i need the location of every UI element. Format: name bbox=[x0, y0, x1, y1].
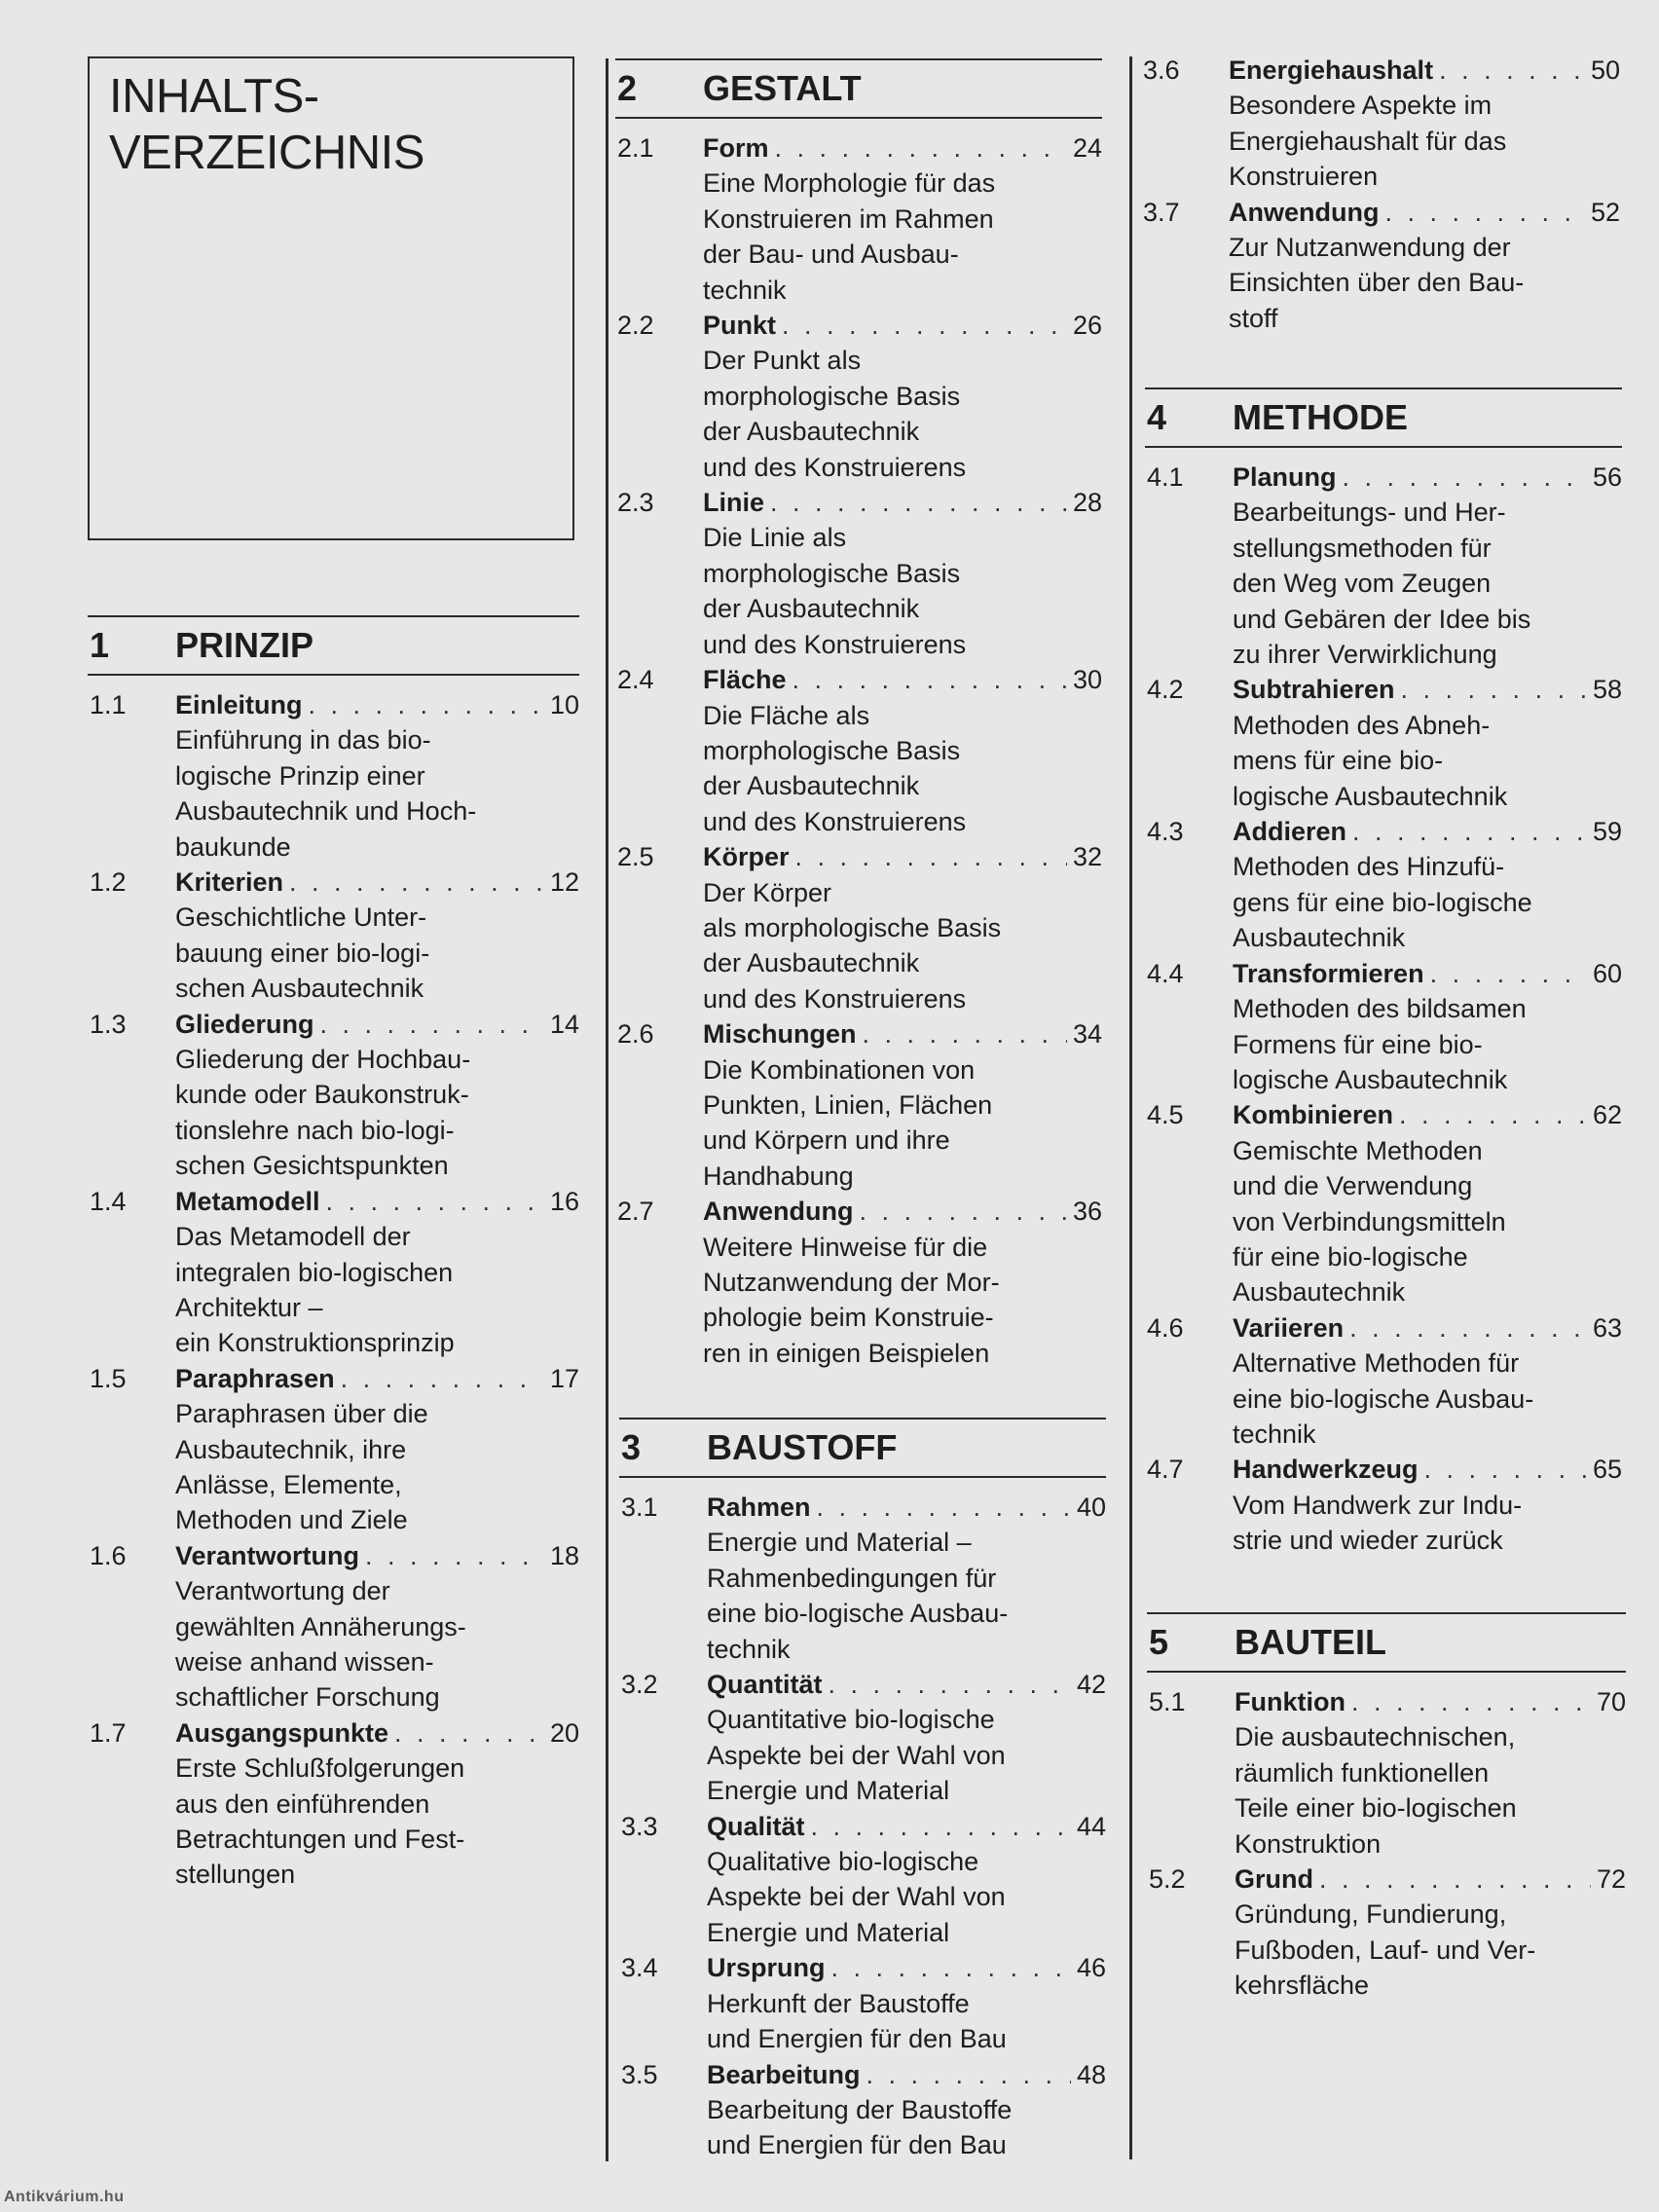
toc-entry bbox=[619, 1667, 1106, 1809]
entry-title-line bbox=[1233, 672, 1622, 707]
entry-title: Planung bbox=[1233, 462, 1337, 492]
page-number: 48 bbox=[1076, 2059, 1106, 2089]
entry-number: 2.5 bbox=[617, 842, 654, 872]
page-number: 30 bbox=[1072, 665, 1102, 695]
entry-title-line bbox=[703, 1194, 1102, 1229]
toc-entry bbox=[615, 308, 1102, 485]
entry-body bbox=[707, 1667, 1106, 1809]
dot-leader bbox=[866, 2057, 1071, 2092]
entry-title-line bbox=[703, 485, 1102, 520]
section-3-continued bbox=[1141, 53, 1620, 336]
entry-body bbox=[707, 1490, 1106, 1667]
section-number: 5 bbox=[1149, 1622, 1169, 1662]
entry-title-line bbox=[1233, 1097, 1622, 1132]
toc-entry bbox=[619, 1490, 1106, 1667]
toc-entry bbox=[619, 2057, 1106, 2163]
dot-leader bbox=[859, 1194, 1066, 1229]
entry-title: Kombinieren bbox=[1233, 1100, 1394, 1130]
entry-title: Körper bbox=[703, 842, 790, 872]
page-number: 34 bbox=[1072, 1019, 1102, 1050]
entry-title-line bbox=[703, 1016, 1102, 1051]
entry-title: Subtrahieren bbox=[1233, 675, 1395, 705]
toc-entry bbox=[1145, 1452, 1622, 1558]
dot-leader bbox=[831, 1950, 1071, 1985]
toc-entry bbox=[1145, 956, 1622, 1098]
entry-title-line bbox=[1235, 1862, 1626, 1897]
entry-title: Fläche bbox=[703, 665, 787, 695]
entry-title-line bbox=[1233, 956, 1622, 991]
page-number: 44 bbox=[1076, 1811, 1106, 1841]
entry-description: Quantitative bio-logische Aspekte bei der Wahl von Energie und Material bbox=[707, 1705, 1006, 1806]
page-number: 14 bbox=[549, 1009, 579, 1039]
page-number: 50 bbox=[1590, 55, 1620, 85]
entry-body bbox=[175, 1184, 579, 1361]
entry-description: Qualitative bio-logische Aspekte bei der Wahl von Energie und Material bbox=[707, 1847, 1006, 1947]
entry-title: Ausgangspunkte bbox=[175, 1717, 389, 1748]
page-number: 26 bbox=[1072, 311, 1102, 341]
section-4-methode bbox=[1145, 387, 1622, 1559]
entry-number: 1.4 bbox=[90, 1186, 127, 1216]
entry-title: Ursprung bbox=[707, 1953, 826, 1983]
entry-title-line bbox=[703, 308, 1102, 343]
page-number: 20 bbox=[549, 1717, 579, 1748]
entry-title-line bbox=[1229, 53, 1620, 88]
dot-leader bbox=[1430, 956, 1587, 991]
toc-entry bbox=[615, 130, 1102, 308]
watermark: Antikvárium.hu bbox=[4, 2189, 125, 2205]
page-number: 42 bbox=[1076, 1670, 1106, 1700]
entry-description: Gemischte Methoden und die Verwendung von Verbindungsmitteln für eine bio-logische Ausbautechnik bbox=[1233, 1135, 1506, 1308]
entry-title-line bbox=[175, 687, 579, 722]
entry-title: Bearbeitung bbox=[707, 2059, 861, 2089]
entry-description: Das Metamodell der integralen bio-logischen Architektur – ein Konstruktionsprinzip bbox=[175, 1222, 455, 1358]
section-heading bbox=[88, 615, 579, 676]
entry-title-line bbox=[1233, 1452, 1622, 1487]
entry-number: 4.1 bbox=[1147, 462, 1184, 492]
entry-body bbox=[703, 662, 1102, 839]
entry-description: Methoden des Abneh- mens für eine bio- logische Ausbautechnik bbox=[1233, 710, 1508, 811]
page-number: 36 bbox=[1072, 1197, 1102, 1227]
dot-leader bbox=[365, 1538, 544, 1573]
entry-title: Paraphrasen bbox=[175, 1363, 335, 1393]
entry-title: Handwerkzeug bbox=[1233, 1455, 1419, 1485]
page-number: 65 bbox=[1592, 1455, 1622, 1485]
entry-body bbox=[703, 485, 1102, 662]
toc-entry bbox=[88, 1361, 579, 1538]
entry-number: 2.4 bbox=[617, 665, 654, 695]
toc-entry bbox=[1145, 460, 1622, 672]
entry-body bbox=[175, 1361, 579, 1538]
entry-description: Besondere Aspekte im Energiehaushalt für das Konstruieren bbox=[1229, 91, 1507, 192]
entry-number: 2.7 bbox=[617, 1197, 654, 1227]
page-number: 63 bbox=[1592, 1312, 1622, 1343]
section-heading bbox=[619, 1418, 1106, 1478]
page-number: 46 bbox=[1076, 1953, 1106, 1983]
section-title: PRINZIP bbox=[175, 625, 314, 665]
entry-description: Bearbeitungs- und Her- stellungsmethoden für den Weg vom Zeugen und Gebären der Idee bis zu ihrer Verwirklichung bbox=[1233, 498, 1531, 670]
entry-body bbox=[1235, 1684, 1626, 1862]
entry-number: 2.1 bbox=[617, 133, 654, 163]
entry-description: Methoden des Hinzufü- gens für eine bio-logische Ausbautechnik bbox=[1233, 852, 1532, 953]
entry-number: 4.5 bbox=[1147, 1100, 1184, 1130]
toc-entry bbox=[88, 865, 579, 1007]
column-divider-right bbox=[1129, 56, 1132, 2159]
page-title: INHALTS- VERZEICHNIS bbox=[109, 70, 424, 179]
entry-title-line bbox=[175, 1715, 579, 1751]
entry-description: Alternative Methoden für eine bio-logische Ausbau- technik bbox=[1233, 1348, 1534, 1449]
section-title: GESTALT bbox=[703, 68, 862, 108]
entry-body bbox=[1229, 195, 1620, 337]
entry-body bbox=[707, 2057, 1106, 2163]
entry-body bbox=[175, 687, 579, 865]
entry-description: Einführung in das bio- logische Prinzip einer Ausbautechnik und Hoch- baukunde bbox=[175, 725, 477, 862]
entry-body bbox=[175, 865, 579, 1007]
dot-leader bbox=[863, 1016, 1067, 1051]
dot-leader bbox=[320, 1007, 544, 1042]
page-number: 28 bbox=[1072, 488, 1102, 518]
entry-title: Qualität bbox=[707, 1811, 805, 1841]
entry-title-line bbox=[1233, 460, 1622, 495]
toc-entry bbox=[615, 1016, 1102, 1194]
section-1-prinzip bbox=[88, 615, 579, 1893]
entry-description: Erste Schlußfolgerungen aus den einführenden Betrachtungen und Fest- stellungen bbox=[175, 1753, 465, 1890]
entry-body bbox=[707, 1950, 1106, 2056]
entry-number: 4.6 bbox=[1147, 1312, 1184, 1343]
entry-description: Energie und Material – Rahmenbedingungen für eine bio-logische Ausbau- technik bbox=[707, 1528, 1009, 1664]
section-title: BAUTEIL bbox=[1235, 1622, 1386, 1662]
entry-title: Grund bbox=[1235, 1864, 1313, 1895]
toc-entry bbox=[615, 662, 1102, 839]
entry-body bbox=[703, 130, 1102, 308]
section-heading bbox=[1145, 387, 1622, 448]
entry-title-line bbox=[175, 1538, 579, 1573]
toc-entry bbox=[615, 485, 1102, 662]
dot-leader bbox=[775, 130, 1067, 166]
entry-body bbox=[1233, 460, 1622, 672]
entry-body bbox=[1233, 672, 1622, 814]
entry-description: Zur Nutzanwendung der Einsichten über den Bau- stoff bbox=[1229, 233, 1525, 333]
entry-title-line bbox=[707, 1490, 1106, 1525]
page-number: 52 bbox=[1590, 197, 1620, 227]
toc-entry bbox=[88, 1007, 579, 1184]
entry-number: 1.1 bbox=[90, 690, 127, 719]
entry-title: Anwendung bbox=[1229, 197, 1380, 227]
page-number: 16 bbox=[549, 1186, 579, 1216]
toc-entry bbox=[1145, 1310, 1622, 1453]
entry-number: 3.3 bbox=[621, 1811, 658, 1841]
entry-title-line bbox=[707, 1950, 1106, 1985]
section-number: 4 bbox=[1147, 397, 1167, 437]
entry-number: 4.2 bbox=[1147, 675, 1184, 705]
dot-leader bbox=[1424, 1452, 1587, 1487]
entry-title: Linie bbox=[703, 488, 765, 518]
section-number: 1 bbox=[90, 625, 110, 665]
entry-description: Der Körper als morphologische Basis der Ausbautechnik und des Konstruierens bbox=[703, 877, 1002, 1014]
entry-title: Transformieren bbox=[1233, 958, 1424, 988]
toc-entry bbox=[88, 1538, 579, 1715]
dot-leader bbox=[1343, 460, 1587, 495]
page-number: 10 bbox=[549, 690, 579, 719]
entry-number: 5.1 bbox=[1149, 1687, 1186, 1716]
entry-title-line bbox=[1233, 1310, 1622, 1346]
entry-description: Bearbeitung der Baustoffe und Energien für den Bau bbox=[707, 2094, 1013, 2160]
page-number: 62 bbox=[1592, 1100, 1622, 1130]
entry-description: Die Kombinationen von Punkten, Linien, Flächen und Körpern und ihre Handhabung bbox=[703, 1054, 993, 1191]
entry-description: Methoden des bildsamen Formens für eine bio- logische Ausbautechnik bbox=[1233, 994, 1527, 1094]
entry-number: 3.5 bbox=[621, 2059, 658, 2089]
entry-title: Anwendung bbox=[703, 1197, 854, 1227]
dot-leader bbox=[341, 1361, 544, 1396]
entry-body bbox=[175, 1007, 579, 1184]
page-number: 17 bbox=[549, 1363, 579, 1393]
entry-body bbox=[1233, 1097, 1622, 1309]
entry-description: Herkunft der Baustoffe und Energien für den Bau bbox=[707, 1988, 1007, 2054]
section-5-bauteil bbox=[1147, 1612, 1626, 2004]
page-number: 24 bbox=[1072, 133, 1102, 163]
entry-title-line bbox=[703, 130, 1102, 166]
entry-title: Gliederung bbox=[175, 1009, 314, 1039]
entry-body bbox=[703, 1194, 1102, 1371]
entry-body bbox=[1233, 956, 1622, 1098]
entry-body bbox=[175, 1715, 579, 1893]
dot-leader bbox=[309, 687, 544, 722]
dot-leader bbox=[289, 865, 544, 900]
entry-number: 3.4 bbox=[621, 1953, 658, 1983]
page-number: 59 bbox=[1592, 817, 1622, 847]
toc-entry bbox=[619, 1809, 1106, 1951]
entry-description: Der Punkt als morphologische Basis der Ausbautechnik und des Konstruierens bbox=[703, 346, 967, 482]
toc-entry bbox=[1147, 1862, 1626, 2004]
entry-title-line bbox=[175, 1184, 579, 1219]
entry-description: Verantwortung der gewählten Annäherungs- weise anhand wissen- schaftlicher Forschung bbox=[175, 1576, 466, 1713]
toc-entry bbox=[1147, 1684, 1626, 1862]
entry-title: Verantwortung bbox=[175, 1540, 360, 1570]
page-number: 40 bbox=[1076, 1493, 1106, 1522]
entry-title-line bbox=[707, 1667, 1106, 1702]
page-number: 60 bbox=[1592, 958, 1622, 988]
entry-body bbox=[703, 308, 1102, 485]
entry-title: Quantität bbox=[707, 1670, 823, 1700]
entry-body bbox=[175, 1538, 579, 1715]
dot-leader bbox=[1319, 1862, 1591, 1897]
entry-title: Energiehaushalt bbox=[1229, 55, 1434, 85]
dot-leader bbox=[1439, 53, 1585, 88]
toc-entry bbox=[1145, 1097, 1622, 1309]
entry-title: Funktion bbox=[1235, 1687, 1346, 1716]
entry-description: Eine Morphologie für das Konstruieren im Rahmen der Bau- und Ausbau- technik bbox=[703, 168, 996, 305]
entry-title-line bbox=[175, 1007, 579, 1042]
toc-entry bbox=[1145, 672, 1622, 814]
entry-title: Kriterien bbox=[175, 867, 284, 898]
entry-title-line bbox=[707, 2057, 1106, 2092]
entry-title-line bbox=[1235, 1684, 1626, 1719]
entry-number: 1.3 bbox=[90, 1009, 127, 1039]
page-number: 12 bbox=[549, 867, 579, 898]
entry-number: 3.7 bbox=[1143, 197, 1180, 227]
entry-number: 1.2 bbox=[90, 867, 127, 898]
dot-leader bbox=[1349, 1310, 1587, 1346]
entry-title: Variieren bbox=[1233, 1312, 1345, 1343]
entry-description: Gliederung der Hochbau- kunde oder Baukonstruk- tionslehre nach bio-logi- schen Gesichtspunkten bbox=[175, 1045, 471, 1181]
entry-number: 5.2 bbox=[1149, 1864, 1186, 1895]
title-box bbox=[88, 56, 574, 540]
section-number: 3 bbox=[621, 1427, 642, 1467]
section-title: BAUSTOFF bbox=[707, 1427, 898, 1467]
entry-description: Paraphrasen über die Ausbautechnik, ihre Anlässe, Elemente, Methoden und Ziele bbox=[175, 1399, 428, 1535]
entry-body bbox=[703, 839, 1102, 1016]
entry-number: 2.3 bbox=[617, 488, 654, 518]
page-number: 56 bbox=[1592, 462, 1622, 492]
dot-leader bbox=[394, 1715, 544, 1751]
section-heading bbox=[1147, 1612, 1626, 1673]
dot-leader bbox=[817, 1490, 1071, 1525]
dot-leader bbox=[829, 1667, 1071, 1702]
entry-body bbox=[707, 1809, 1106, 1951]
entry-description: Die ausbautechnischen, räumlich funktionellen Teile einer bio-logischen Konstruktion bbox=[1235, 1722, 1517, 1859]
toc-entry bbox=[1145, 814, 1622, 956]
entry-number: 4.7 bbox=[1147, 1455, 1184, 1485]
entry-number: 1.7 bbox=[90, 1717, 127, 1748]
entry-number: 2.6 bbox=[617, 1019, 654, 1050]
section-number: 2 bbox=[617, 68, 638, 108]
entry-body bbox=[1233, 814, 1622, 956]
page-number: 18 bbox=[549, 1540, 579, 1570]
entry-number: 4.4 bbox=[1147, 958, 1184, 988]
entry-title-line bbox=[175, 865, 579, 900]
section-3-baustoff bbox=[619, 1418, 1106, 2163]
toc-entry bbox=[615, 1194, 1102, 1371]
entry-number: 3.2 bbox=[621, 1670, 658, 1700]
entry-title-line bbox=[703, 662, 1102, 697]
entry-description: Gründung, Fundierung, Fußboden, Lauf- und Ver- kehrsfläche bbox=[1235, 1899, 1536, 2001]
dot-leader bbox=[811, 1809, 1071, 1844]
toc-entry bbox=[1141, 195, 1620, 337]
entry-description: Vom Handwerk zur Indu- strie und wieder zurück bbox=[1233, 1490, 1523, 1556]
entry-body bbox=[1235, 1862, 1626, 2004]
column-divider-left bbox=[606, 58, 608, 2161]
entry-description: Geschichtliche Unter- bauung einer bio-logi- schen Ausbautechnik bbox=[175, 903, 430, 1004]
dot-leader bbox=[793, 662, 1067, 697]
page-number: 70 bbox=[1596, 1687, 1626, 1716]
entry-title-line bbox=[1233, 814, 1622, 849]
entry-number: 1.6 bbox=[90, 1540, 127, 1570]
toc-entry bbox=[1141, 53, 1620, 195]
toc-entry bbox=[615, 839, 1102, 1016]
entry-title-line bbox=[1229, 195, 1620, 230]
toc-entry bbox=[88, 1715, 579, 1893]
entry-number: 3.6 bbox=[1143, 55, 1180, 85]
page-number: 72 bbox=[1596, 1864, 1626, 1895]
dot-leader bbox=[1351, 1684, 1591, 1719]
section-title: METHODE bbox=[1233, 397, 1408, 437]
entry-body bbox=[1233, 1452, 1622, 1558]
dot-leader bbox=[795, 839, 1067, 874]
entry-title-line bbox=[175, 1361, 579, 1396]
section-heading bbox=[615, 58, 1102, 119]
entry-title: Addieren bbox=[1233, 817, 1347, 847]
toc-entry bbox=[88, 687, 579, 865]
entry-body bbox=[703, 1016, 1102, 1194]
entry-title: Einleitung bbox=[175, 690, 303, 719]
dot-leader bbox=[1352, 814, 1587, 849]
section-2-gestalt bbox=[615, 58, 1102, 1371]
entry-title: Metamodell bbox=[175, 1186, 320, 1216]
dot-leader bbox=[1401, 672, 1587, 707]
dot-leader bbox=[326, 1184, 544, 1219]
entry-title: Rahmen bbox=[707, 1493, 811, 1522]
dot-leader bbox=[770, 485, 1067, 520]
dot-leader bbox=[1399, 1097, 1587, 1132]
entry-description: Weitere Hinweise für die Nutzanwendung der Mor- phologie beim Konstruie- ren in einigen Beispielen bbox=[703, 1232, 1000, 1368]
page-number: 32 bbox=[1072, 842, 1102, 872]
entry-number: 2.2 bbox=[617, 311, 654, 341]
entry-body bbox=[1233, 1310, 1622, 1453]
entry-description: Die Fläche als morphologische Basis der Ausbautechnik und des Konstruierens bbox=[703, 700, 967, 836]
entry-number: 1.5 bbox=[90, 1363, 127, 1393]
entry-title: Punkt bbox=[703, 311, 777, 341]
page-number: 58 bbox=[1592, 675, 1622, 705]
dot-leader bbox=[1384, 195, 1584, 230]
toc-entry bbox=[88, 1184, 579, 1361]
toc-entry bbox=[619, 1950, 1106, 2056]
entry-title-line bbox=[703, 839, 1102, 874]
entry-number: 4.3 bbox=[1147, 817, 1184, 847]
entry-body bbox=[1229, 53, 1620, 195]
entry-title: Mischungen bbox=[703, 1019, 857, 1050]
entry-title-line bbox=[707, 1809, 1106, 1844]
dot-leader bbox=[782, 308, 1067, 343]
entry-title: Form bbox=[703, 133, 769, 163]
entry-number: 3.1 bbox=[621, 1493, 658, 1522]
entry-description: Die Linie als morphologische Basis der Ausbautechnik und des Konstruierens bbox=[703, 523, 967, 659]
